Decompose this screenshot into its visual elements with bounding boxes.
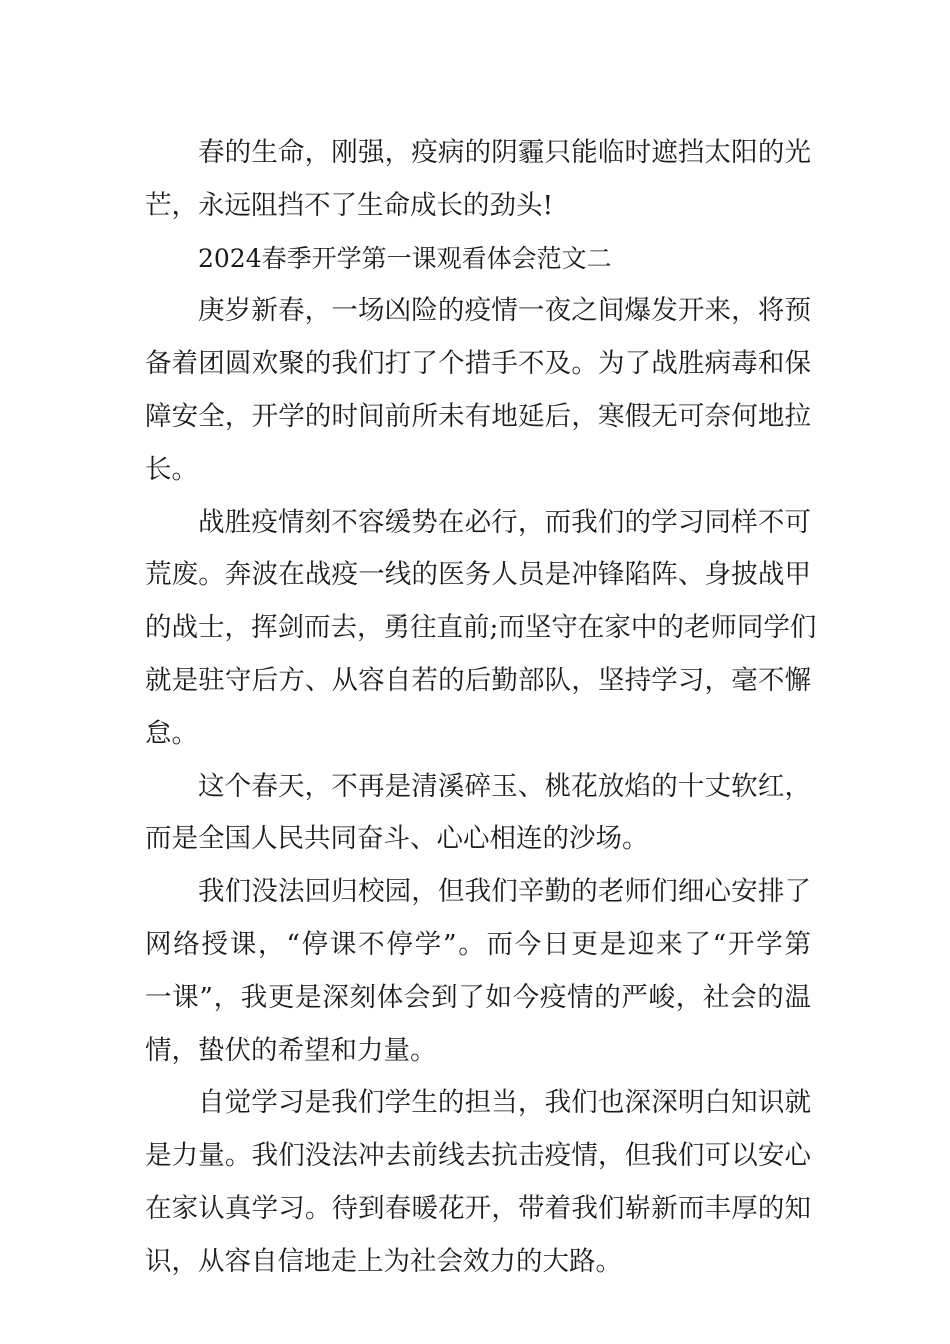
paragraph-1 — [145, 285, 811, 496]
text-line: 怠。 — [145, 717, 198, 749]
paragraph-4 — [145, 866, 811, 1077]
paragraph-5 — [145, 1077, 811, 1288]
text-line: 而是全国人民共同奋斗、心心相连的沙场。 — [145, 823, 649, 855]
text-line: 芒，永远阻挡不了生命成长的劲头! — [145, 189, 554, 221]
text-line: 在家认真学习。待到春暖花开，带着我们崭新而丰厚的知 — [145, 1192, 811, 1224]
text-line: 情，蛰伏的希望和力量。 — [145, 1034, 437, 1066]
text-line: 庚岁新春，一场凶险的疫情一夜之间爆发开来，将预 — [198, 295, 811, 327]
text-line: 一课”，我更是深刻体会到了如今疫情的严峻，社会的温 — [145, 981, 811, 1013]
heading-text: 2024春季开学第一课观看体会范文二 — [198, 243, 612, 273]
paragraph-2 — [145, 497, 817, 761]
document-page — [145, 127, 817, 1289]
text-line: 这个春天，不再是清溪碎玉、桃花放焰的十丈软红， — [198, 770, 811, 802]
text-line: 是力量。我们没法冲去前线去抗击疫情，但我们可以安心 — [145, 1140, 811, 1172]
text-line: 网络授课，“停课不停学”。而今日更是迎来了“开学第 — [145, 928, 811, 960]
text-line: 我们没法回归校园，但我们辛勤的老师们细心安排了 — [198, 876, 811, 908]
text-line: 的战士，挥剑而去，勇往直前;而坚守在家中的老师同学们 — [145, 612, 817, 644]
paragraph-3 — [145, 761, 811, 867]
text-line: 备着团圆欢聚的我们打了个措手不及。为了战胜病毒和保 — [145, 348, 811, 380]
text-line: 长。 — [145, 453, 198, 485]
text-line: 春的生命，刚强，疫病的阴霾只能临时遮挡太阳的光 — [198, 137, 811, 168]
text-line: 识，从容自信地走上为社会效力的大路。 — [145, 1245, 622, 1277]
text-line: 就是驻守后方、从容自若的后勤部队，坚持学习，毫不懈 — [145, 664, 811, 696]
text-line: 战胜疫情刻不容缓势在必行，而我们的学习同样不可 — [198, 506, 811, 538]
section-heading — [145, 233, 811, 286]
text-line: 自觉学习是我们学生的担当，我们也深深明白知识就 — [198, 1087, 811, 1119]
text-line: 荒废。奔波在战疫一线的医务人员是冲锋陷阵、身披战甲 — [145, 559, 811, 591]
paragraph-continuation — [145, 127, 811, 233]
text-line: 障安全，开学的时间前所未有地延后，寒假无可奈何地拉 — [145, 400, 811, 432]
